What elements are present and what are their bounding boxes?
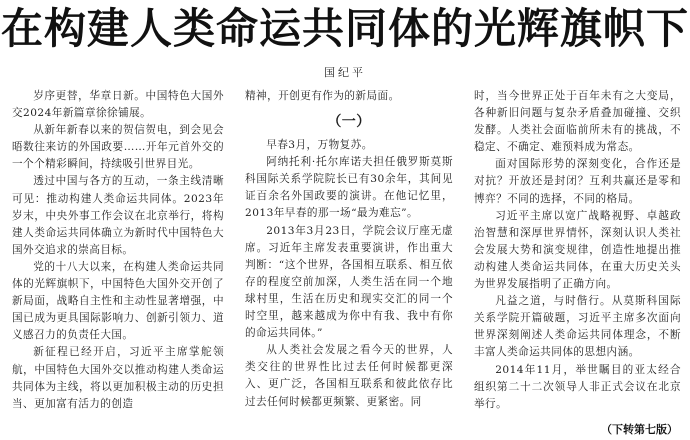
article-column-3	[474, 88, 681, 440]
paragraph: 凡益之道，与时偕行。从莫斯科国际关系学院开篇破题，习近平主席多次面向世界深刻阐述人类命运共同体理念，不断丰富人类命运共同体的思想内涵。	[474, 295, 681, 359]
section-heading: （一）	[327, 114, 371, 131]
paragraph: 透过中国与各方的互动，一条主线清晰可见：推动构建人类命运共同体。2023年岁末，中央外事工作会议在北京举行，将构建人类命运共同体确立为新时代中国特色大国外交追求的崇高目标。	[12, 175, 224, 256]
paragraph: 2013年3月23日，学院会议厅座无虚席。习近年主席发表重要演讲，作出重大判断：“这个世界，各国相互联系、相互依存的程度空前加深，人类生活在同一个地球村里，生活在历史和现实交汇的同一个时空里，越来越成为你中有我、我中有你的命运共同体。”	[245, 224, 453, 340]
paragraph: 从人类社会发展之看今天的世界，人类交往的世界性比过去任何时候都更深入、更广泛，各国相互联系和彼此依存比过去任何时候都更频繁、更紧密。同	[245, 344, 453, 408]
paragraph: 时，当今世界正处于百年未有之大变局，各种新旧问题与复杂矛盾叠加碰撞、交织发酵。人类社会面临前所未有的挑战，不稳定、不确定、难预料成为常态。	[474, 90, 681, 154]
paragraph: 面对国际形势的深刻变化，合作还是对抗？开放还是封闭？互利共赢还是零和博弈？不同的选择，不同的格局。	[474, 158, 681, 205]
paragraph: 党的十八大以来，在构建人类命运共同体的光辉旗帜下，中国特色大国外交开创了新局面，战略自主性和主动性显著增强，中国已成为更具国际影响力、创新引领力、道义感召力的负责任大国。	[12, 260, 224, 342]
byline: 国纪平	[324, 66, 366, 79]
paragraph: 岁序更替，华章日新。中国特色大国外交2024年新篇章徐徐铺展。	[12, 90, 224, 120]
paragraph: 阿纳托利·托尔库诺夫担任俄罗斯莫斯科国际关系学院院长已有30余年，其间见证百余名外国政要的演讲。在他记忆里，2013年早春的那一场“最为难忘”。	[245, 156, 453, 220]
paragraph: 精神，开创更有作为的新局面。	[245, 90, 400, 102]
paragraph: 早春3月，万物复苏。	[266, 139, 373, 152]
paragraph: 从新年新春以来的贺信贺电，到会见会晤数往来访的外国政要……开年元首外交的一个个精彩瞬间，持续吸引世界目光。	[12, 124, 224, 171]
continued-on-page-note: （下转第七版）	[595, 421, 678, 438]
article-column-2	[245, 88, 453, 440]
article-column-1	[12, 88, 224, 440]
headline: 在构建人类命运共同体的光辉旗帜下	[0, 4, 689, 53]
paragraph: 新征程已经开启，习近平主席掌舵领航，中国特色大国外交以推动构建人类命运共同体为主线，将以更加积极主动的历史担当、更加富有活力的创造	[12, 346, 224, 410]
paragraph: 2014年11月，举世瞩目的亚太经合组织第二十二次领导人非正式会议在北京举行。	[474, 363, 681, 410]
paragraph: 习近平主席以宽广战略视野、卓越政治智慧和深厚世界情怀，深刻认识人类社会发展大势和演变规律，创造性地提出推动构建人类命运共同体，在重大历史关头为世界发展指明了正确方向。	[474, 209, 681, 291]
